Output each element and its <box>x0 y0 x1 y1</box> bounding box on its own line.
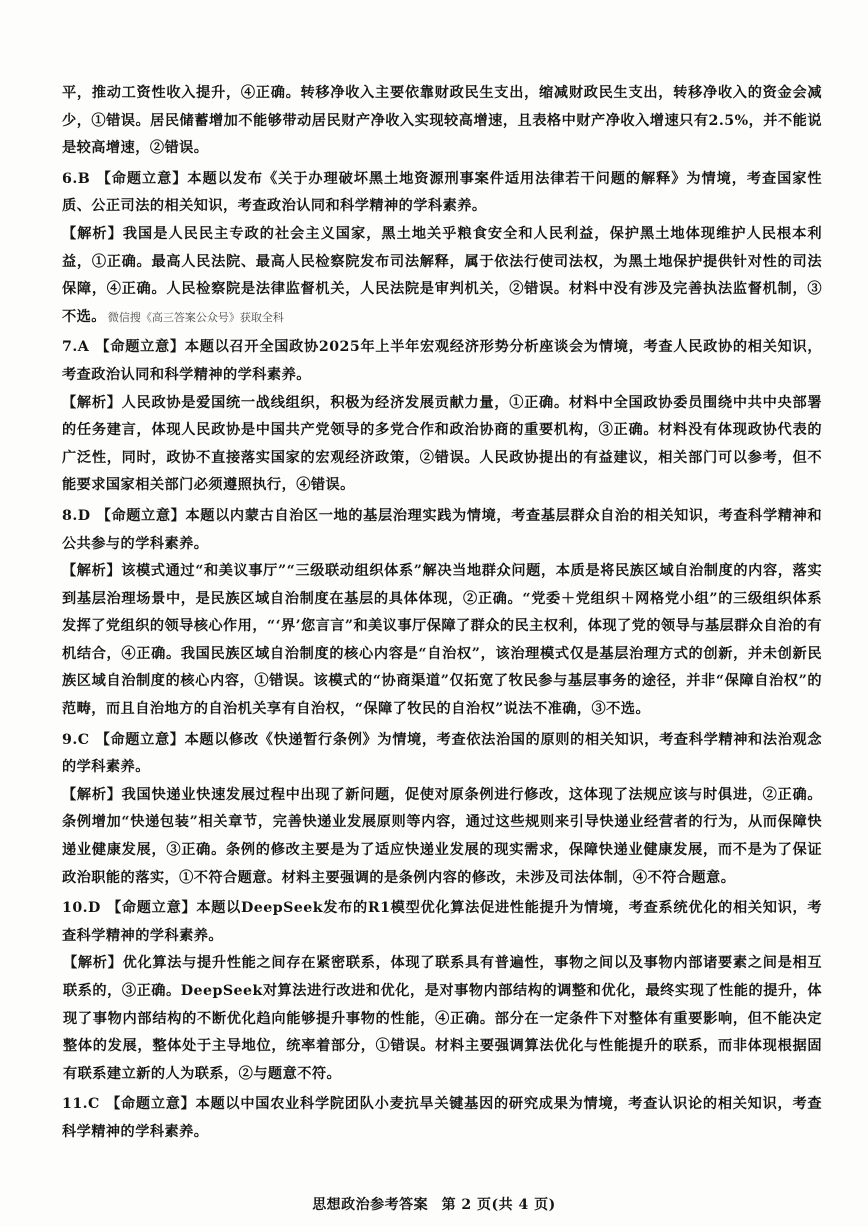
premise-label: 【命题立意】 <box>96 507 186 524</box>
question-number: 9.C <box>62 731 90 748</box>
premise-line <box>62 334 822 389</box>
intro-text: 平，推动工资性收入提升，④正确。转移净收入主要依靠财政民生支出，缩减财政民生支出，转移净收入的资金会减少，①错误。居民储蓄增加不能够带动居民财产净收入实现较高增速，且表格中财产净收入增速只有2.5%，并不能说是较高增速，②错误。 <box>62 85 822 157</box>
analysis-line <box>62 950 822 1088</box>
premise-text: 本题以修改《快递暂行条例》为情境，考查依法治国的原则的相关知识，考查科学精神和法治观念的学科素养。 <box>62 731 822 776</box>
page-footer <box>0 1194 868 1214</box>
premise-line <box>62 1091 822 1146</box>
analysis-text: 该模式通过“和美议事厅”“三级联动组织体系”解决当地群众问题，本质是将民族区域自治制度的内容，落实到基层治理场景中，是民族区域自治制度在基层的具体体现，②正确。“党委＋党组织＋网格党小组”的三级组织体系发挥了党组织的领导核心作用，“‘界’您言言”和美议事厅保障了群众的民主权利，体现了党的领导与基层群众自治的有机结合，④正确。我国民族区域自治制度的核心内容是“自治权”，该治理模式仅是基层治理方式的创新，并未创新民族区域自治制度的核心内容，①错误。该模式的“协商渠道”仅拓宽了牧民参与基层事务的途径，并非“保障自治权”的范畴，而且自治地方的自治机关享有自治权，“保障了牧民的自治权”说法不准确，③不选。 <box>62 563 822 718</box>
analysis-line <box>62 390 822 500</box>
question-number: 10.D <box>62 900 101 917</box>
question-number: 11.C <box>62 1096 100 1113</box>
premise-label: 【命题立意】 <box>95 731 185 748</box>
premise-label: 【命题立意】 <box>105 1096 196 1113</box>
premise-text: 本题以召开全国政协2025年上半年宏观经济形势分析座谈会为情境，考查人民政协的相关知识，考查政治认同和科学精神的学科素养。 <box>62 339 823 383</box>
footer-subject: 思想政治参考答案 <box>312 1197 429 1213</box>
premise-label: 【命题立意】 <box>95 339 185 356</box>
analysis-text: 我国是人民民主专政的社会主义国家，黑土地关乎粮食安全和人民利益，保护黑土地体现维护人民根本利益，①正确。最高人民法院、最高人民检察院发布司法解释，属于依法行使司法权，为黑土地保护提供针对性的司法保障，④正确。人民检察院是法律监督机关，人民法院是审判机关，②错误。材料中没有涉及完善执法监督机制，③不选。 <box>62 225 822 325</box>
analysis-label: 【解析】 <box>62 225 123 242</box>
intro-paragraph <box>62 80 822 163</box>
question-number: 7.A <box>62 339 90 356</box>
question-11 <box>62 1091 822 1146</box>
analysis-text: 优化算法与提升性能之间存在紧密联系，体现了联系具有普遍性，事物之间以及事物内部诸要素之间是相互联系的，③正确。DeepSeek对算法进行改进和优化，是对事物内部结构的调整和优化，最终实现了性能的提升，体现了事物内部结构的不断优化趋向能够提升事物的性能，④正确。部分在一定条件下对整体有重要影响，但不能决定整体的发展，整体处于主导地位，统率着部分，①错误。材料主要强调算法优化与性能提升的联系，而非体现根据固有联系建立新的人为联系，②与题意不符。 <box>63 955 822 1082</box>
analysis-label: 【解析】 <box>62 563 122 580</box>
premise-label: 【命题立意】 <box>106 900 197 917</box>
premise-line <box>62 727 822 782</box>
premise-text: 本题以发布《关于办理破坏黑土地资源刑事案件适用法律若干问题的解释》为情境，考查国家性质、公正司法的相关知识，考查政治认同和科学精神的学科素养。 <box>62 170 822 215</box>
question-number: 8.D <box>62 507 91 524</box>
question-number: 6.B <box>62 170 91 187</box>
analysis-label: 【解析】 <box>63 955 123 972</box>
answer-content <box>62 80 822 1150</box>
premise-line <box>62 166 822 221</box>
analysis-line <box>62 221 822 331</box>
question-10 <box>62 895 822 1088</box>
analysis-text: 人民政协是爱国统一战线组织，积极为经济发展贡献力量，①正确。材料中全国政协委员围绕中共中央部署的任务建言，体现人民政协是中国共产党领导的多党合作和政治协商的重要机构，③正确。材料没有体现政协代表的广泛性，同时，政协不直接落实国家的宏观经济政策，②错误。人民政协提出的有益建议，相关部门可以参考，但不能要求国家相关部门必须遵照执行，④错误。 <box>62 394 822 494</box>
premise-text: 本题以DeepSeek发布的R1模型优化算法促进性能提升为情境，考查系统优化的相关知识，考查科学精神的学科素养。 <box>62 900 823 944</box>
question-6 <box>62 166 822 332</box>
analysis-line <box>62 558 822 724</box>
premise-line <box>62 503 822 558</box>
question-7 <box>62 334 822 500</box>
analysis-label: 【解析】 <box>62 394 122 411</box>
analysis-text: 我国快递业快速发展过程中出现了新问题，促使对原条例进行修改，这体现了法规应该与时俱进，②正确。条例增加“快递包装”相关章节，完善快递业发展原则等内容，通过这些规则来引导快递业经营者的行为，从而保障快递业健康发展，③正确。条例的修改主要是为了适应快递业发展的现实需求，保障快递业健康发展，而不是为了保证政治职能的落实，①不符合题意。材料主要强调的是条例内容的修改，未涉及司法体制，④不符合题意。 <box>62 786 822 886</box>
analysis-label: 【解析】 <box>62 786 122 803</box>
analysis-line <box>62 782 822 892</box>
question-9 <box>62 727 822 893</box>
premise-text: 本题以中国农业科学院团队小麦抗旱关键基因的研究成果为情境，考查认识论的相关知识，考查科学精神的学科素养。 <box>62 1096 822 1140</box>
watermark-text: 微信搜《高三答案公众号》获取全科 <box>107 310 284 324</box>
premise-line <box>62 895 822 950</box>
premise-text: 本题以内蒙古自治区一地的基层治理实践为情境，考查基层群众自治的相关知识，考查科学精神和公共参与的学科素养。 <box>62 507 822 552</box>
footer-page-number: 第 2 页(共 4 页) <box>441 1197 556 1213</box>
premise-label: 【命题立意】 <box>96 170 188 187</box>
question-8 <box>62 503 822 724</box>
